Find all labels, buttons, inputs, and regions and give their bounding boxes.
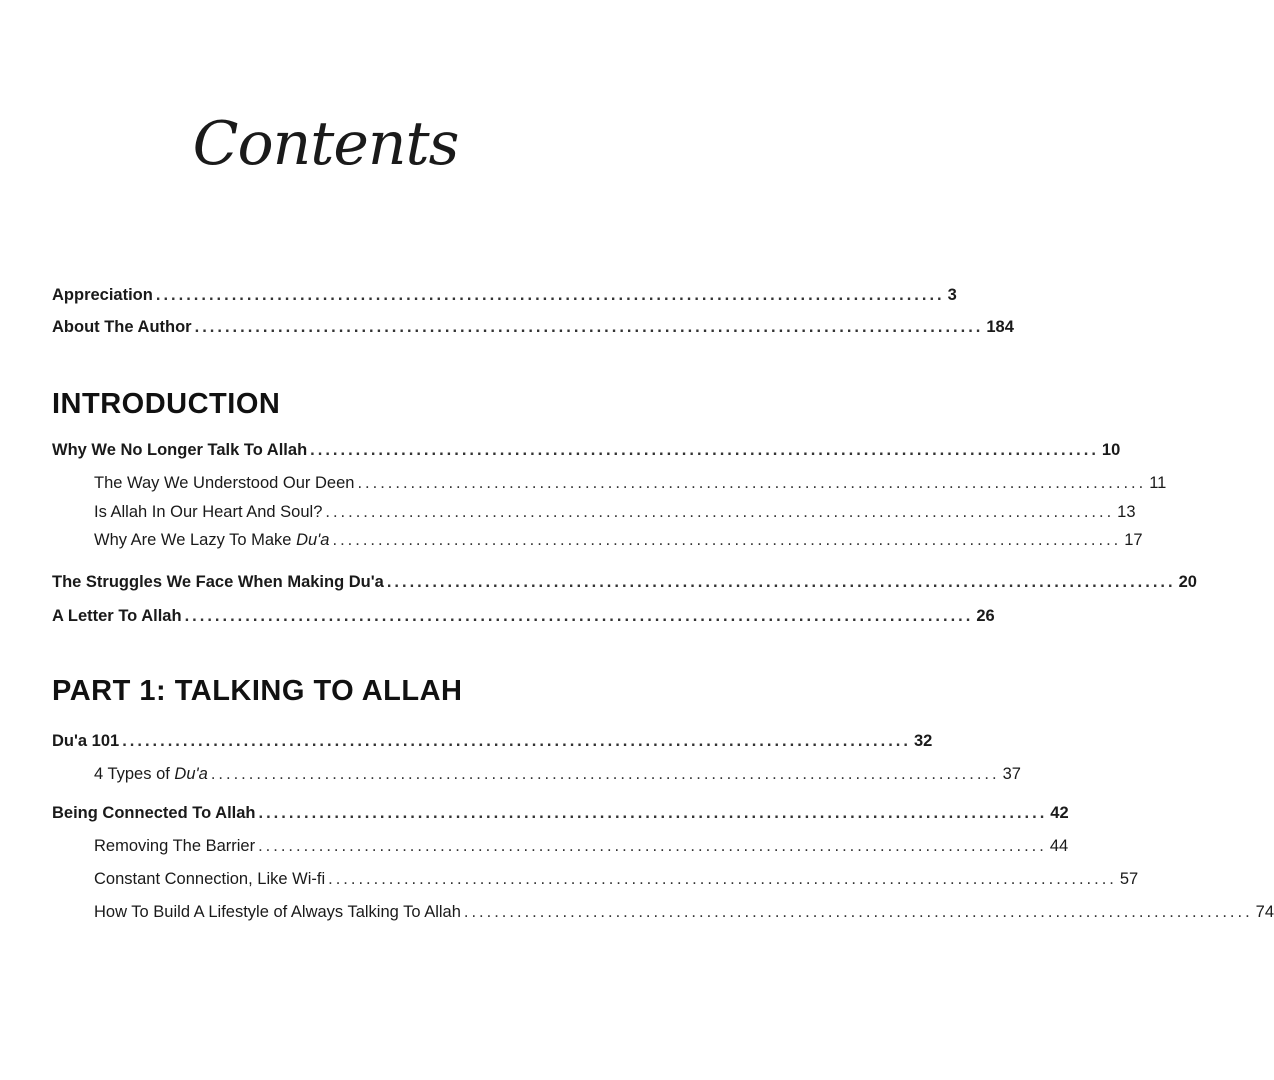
- toc-entry-page: 57: [1119, 870, 1139, 888]
- dot-leader: ........................................................................................................: [184, 607, 974, 625]
- toc-entry-label: Being Connected To Allah: [52, 804, 256, 822]
- toc-entry-letter[interactable]: [52, 607, 995, 626]
- toc-entry-label: The Way We Understood Our Deen: [94, 474, 355, 492]
- toc-entry-label: [94, 765, 208, 784]
- toc-entry-appreciation[interactable]: [52, 286, 957, 305]
- toc-entry-lazy-dua[interactable]: [94, 531, 1143, 550]
- section-heading-part1: PART 1: TALKING TO ALLAH: [52, 675, 463, 707]
- label-text: 4 Types of: [94, 765, 175, 783]
- toc-entry-page: 3: [947, 286, 957, 304]
- toc-entry-page: 44: [1049, 837, 1069, 855]
- toc-entry-label: Constant Connection, Like Wi-fi: [94, 870, 326, 888]
- toc-entry-why-no-longer-talk[interactable]: [52, 441, 1121, 460]
- toc-entry-page: 10: [1101, 441, 1121, 459]
- toc-entry-page: 26: [976, 607, 995, 625]
- toc-entry-label: Removing The Barrier: [94, 837, 256, 855]
- toc-entry-build-lifestyle[interactable]: [94, 903, 1274, 922]
- toc-entry-label: The Struggles We Face When Making Du'a: [52, 573, 384, 591]
- dot-leader: ........................................................................................................: [386, 573, 1176, 591]
- dot-leader: ........................................................................................................: [122, 732, 911, 750]
- toc-entry-being-connected[interactable]: [52, 804, 1069, 823]
- section-heading-introduction: INTRODUCTION: [52, 388, 281, 420]
- toc-entry-constant-connection[interactable]: [94, 870, 1139, 889]
- toc-entry-label: Why We No Longer Talk To Allah: [52, 441, 308, 459]
- toc-entry-label: A Letter To Allah: [52, 607, 182, 625]
- toc-entry-page: 184: [986, 318, 1014, 336]
- dot-leader: ........................................................................................................: [357, 474, 1147, 492]
- toc-entry-understood-deen[interactable]: [94, 474, 1167, 493]
- toc-entry-page: 17: [1124, 531, 1143, 549]
- toc-entry-heart-and-soul[interactable]: [94, 503, 1136, 522]
- toc-entry-types-of-dua[interactable]: [94, 765, 1021, 784]
- toc-entry-label: Appreciation: [52, 286, 153, 304]
- toc-entry-label: [94, 531, 329, 550]
- page-title: Contents: [192, 109, 459, 179]
- toc-entry-label: Is Allah In Our Heart And Soul?: [94, 503, 323, 521]
- dot-leader: ........................................................................................................: [258, 804, 1048, 822]
- toc-entry-label: About The Author: [52, 318, 192, 336]
- toc-entry-dua-101[interactable]: [52, 732, 933, 751]
- label-italic-text: Du'a: [174, 765, 208, 783]
- toc-entry-label: Du'a 101: [52, 732, 120, 750]
- dot-leader: ........................................................................................................: [194, 318, 984, 336]
- toc-entry-label: How To Build A Lifestyle of Always Talking To Allah: [94, 903, 461, 921]
- dot-leader: ........................................................................................................: [328, 870, 1117, 888]
- label-text: Why Are We Lazy To Make: [94, 531, 297, 549]
- toc-entry-page: 42: [1050, 804, 1069, 822]
- dot-leader: ........................................................................................................: [463, 903, 1253, 921]
- toc-entry-page: 11: [1149, 474, 1167, 492]
- dot-leader: ........................................................................................................: [258, 837, 1047, 855]
- toc-entry-about-author[interactable]: [52, 318, 1014, 337]
- dot-leader: ........................................................................................................: [332, 531, 1122, 549]
- dot-leader: ........................................................................................................: [325, 503, 1115, 521]
- dot-leader: ........................................................................................................: [155, 286, 945, 304]
- toc-entry-page: 37: [1002, 765, 1021, 783]
- label-italic-text: Du'a: [296, 531, 330, 549]
- dot-leader: ........................................................................................................: [210, 765, 1000, 783]
- toc-entry-page: 74: [1255, 903, 1274, 921]
- toc-entry-page: 20: [1178, 573, 1197, 591]
- toc-entry-struggles[interactable]: [52, 573, 1197, 592]
- dot-leader: ........................................................................................................: [310, 441, 1099, 459]
- toc-entry-page: 13: [1117, 503, 1136, 521]
- toc-entry-removing-barrier[interactable]: [94, 837, 1069, 856]
- toc-entry-page: 32: [913, 732, 933, 750]
